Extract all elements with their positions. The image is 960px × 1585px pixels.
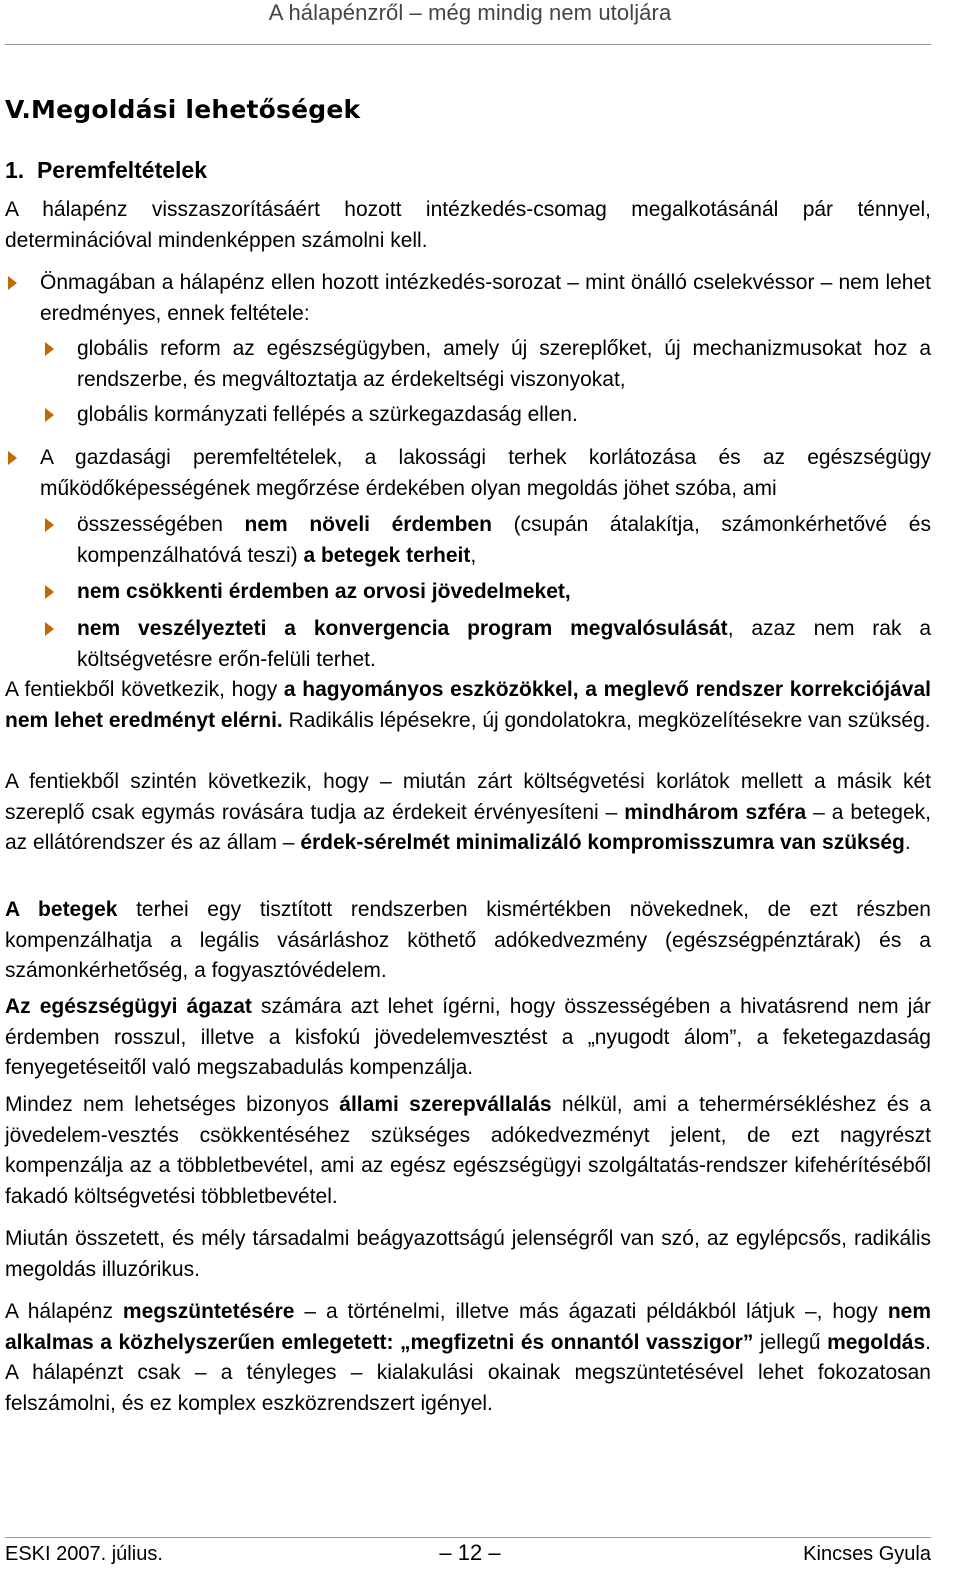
bullet-1-sub-1: globális reform az egészségügyben, amely új szereplőket, új mechanizmusokat hoz a rendszerbe, és megváltoztatja az érdekeltségi viszonyokat, xyxy=(77,337,931,391)
triangle-bullet-icon xyxy=(45,585,54,599)
bold-run: érdek-sérelmét minimalizáló kompromisszumra van szükség xyxy=(300,831,905,854)
bold-run: a betegek terheit xyxy=(303,543,471,567)
footer-date: ESKI 2007. július. xyxy=(5,1543,163,1565)
text-run: jellegű xyxy=(753,1330,828,1354)
bold-run: megoldás xyxy=(827,1330,926,1354)
bold-run: a hagyományos eszközökkel, a meglevő rendszer korrekciójával nem lehet eredményt elérni. xyxy=(5,678,931,732)
paragraph-6: Miután összetett, és mély társadalmi beágyazottságú jelenségről van szó, az egylépcsős, radikális megoldás illuzórikus. xyxy=(5,1227,931,1281)
paragraph-1 xyxy=(5,675,931,736)
bullet-2-sub-3 xyxy=(77,614,931,675)
intro-paragraph: A hálapénz visszaszorításáért hozott intézkedés-csomag megalkotásánál pár ténnyel, determinációval mindenképpen számolni kell. xyxy=(5,198,931,252)
text-run: (csupán átalakítja, számonkérhetővé és kompenzálhatóvá teszi) xyxy=(77,513,931,567)
text-run: terhei egy tisztított rendszerben kismértékben növekednek, de ezt részben kompenzálhatja a legális vásárláshoz köthető adókedvezmény (egészségpénztárak) és a számonkérhetőség, a fogyasztóvédelem. xyxy=(5,898,931,982)
text-run: A fentiekből következik, hogy xyxy=(5,678,284,701)
text-run: – a betegek, az ellátórendszer és az állam – xyxy=(5,800,931,854)
chapter-number: V. xyxy=(5,95,32,124)
text-run: A fentiekből szintén következik, hogy – miután zárt költségvetési korlátok mellett a másik két szereplő csak egymás rovására tudja az érdekeit érvényesíteni – xyxy=(5,770,931,824)
paragraph-4 xyxy=(5,992,931,1084)
bold-run: nem növeli érdemben xyxy=(244,513,492,536)
text-run: Mindez nem lehetséges bizonyos xyxy=(5,1093,340,1116)
text-run: , xyxy=(470,543,477,567)
footer-author: Kincses Gyula xyxy=(803,1543,931,1565)
triangle-bullet-icon xyxy=(45,622,54,636)
text-run: , azaz nem rak a költségvetésre erőn-felüli terhet. xyxy=(77,617,931,671)
header-divider xyxy=(5,44,931,45)
bold-run: Az egészségügyi ágazat xyxy=(5,995,252,1018)
text-run: összességében xyxy=(77,513,245,536)
paragraph-5 xyxy=(5,1090,931,1212)
text-run: . A hálapénzt csak – a tényleges – kialakulási okainak megszüntetésével lehet fokozatosan felszámolni, és ez komplex eszközrendszert igényel. xyxy=(5,1330,931,1415)
section-number: 1. xyxy=(5,157,25,183)
text-run: Radikális lépésekre, új gondolatokra, megközelítésekre van szükség. xyxy=(282,708,931,732)
page-number: – 12 – xyxy=(439,1540,501,1565)
bullet-1-text: Önmagában a hálapénz ellen hozott intézkedés-sorozat – mint önálló cselekvéssor – nem lehet eredményes, ennek feltétele: xyxy=(40,271,931,325)
text-run: – a történelmi, illetve más ágazati példákból látjuk –, hogy xyxy=(294,1300,888,1323)
section-heading xyxy=(5,157,207,184)
paragraph-3 xyxy=(5,895,931,987)
bold-run: nem veszélyezteti a konvergencia program megvalósulását xyxy=(77,617,728,640)
chapter-heading xyxy=(5,95,360,124)
triangle-bullet-icon xyxy=(45,518,54,532)
bullet-2-sub-2: nem csökkenti érdemben az orvosi jövedelmeket, xyxy=(77,580,571,603)
bullet-1-sub-2: globális kormányzati fellépés a szürkegazdaság ellen. xyxy=(77,403,578,426)
text-run: nélkül, ami a tehermérsékléshez és a jövedelem-vesztés csökkentéséhez szükséges adókedvezményt jelent, de ezt nagyrészt kompenzálja az a többletbevétel, ami az egész egészségügyi szolgáltatás-rendszer kifehérítéséből fakadó költségvetési többletbevétel. xyxy=(5,1093,932,1208)
running-header: A hálapénzről – még mindig nem utoljára xyxy=(268,0,672,25)
text-run: A hálapénz xyxy=(5,1300,123,1323)
triangle-bullet-icon xyxy=(8,276,17,290)
bold-run: A betegek xyxy=(5,898,118,921)
footer-divider xyxy=(5,1537,931,1538)
bold-run: nem alkalmas a közhelyszerűen emlegetett: „megfizetni és onnantól vasszigor” xyxy=(5,1300,931,1354)
bold-run: állami szerepvállalás xyxy=(339,1093,552,1116)
text-run: . xyxy=(904,831,911,854)
bold-run: mindhárom szféra xyxy=(624,800,807,824)
bold-run: megszüntetésére xyxy=(122,1300,295,1323)
triangle-bullet-icon xyxy=(8,451,17,465)
triangle-bullet-icon xyxy=(45,342,54,356)
bullet-2-sub-1 xyxy=(77,510,931,571)
bullet-2-text: A gazdasági peremfeltételek, a lakossági terhek korlátozása és az egészségügy működőképességének megőrzése érdekében olyan megoldás jöhet szóba, ami xyxy=(40,446,931,500)
section-title: Peremfeltételek xyxy=(36,157,208,183)
paragraph-7 xyxy=(5,1297,931,1419)
paragraph-2 xyxy=(5,767,931,859)
chapter-title: Megoldási lehetőségek xyxy=(31,95,361,124)
triangle-bullet-icon xyxy=(45,408,54,422)
text-run: számára azt lehet ígérni, hogy összességében a hivatásrend nem jár érdemben rosszul, illetve a kisfokú jövedelemvesztést a „nyugodt álom”, a feketegazdaság fenyegetéseitől való megszabadulás kompenzálja. xyxy=(5,995,931,1079)
